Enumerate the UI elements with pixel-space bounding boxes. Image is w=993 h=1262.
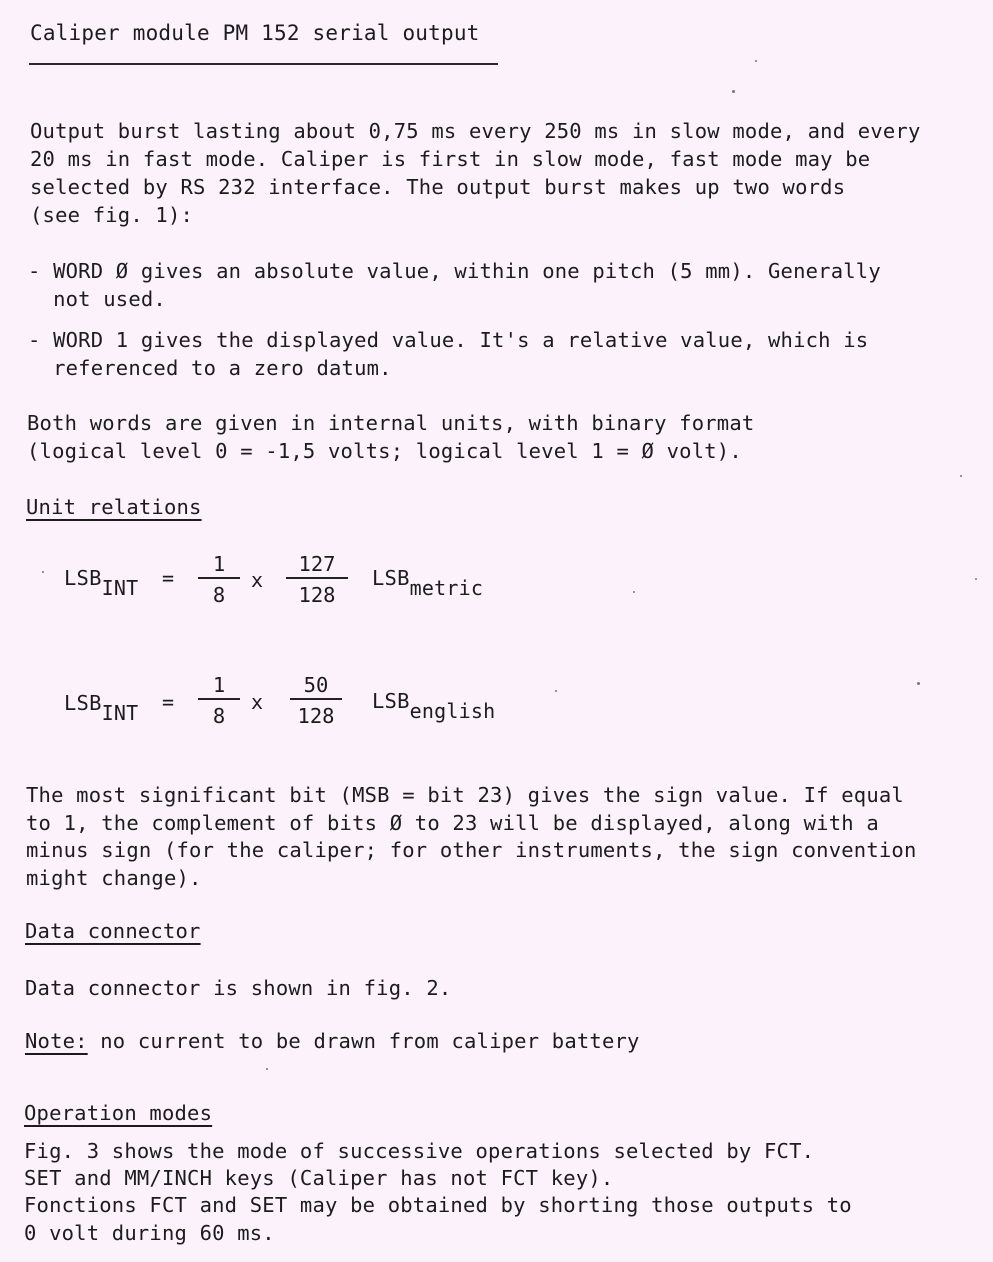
msb-line-1: The most significant bit (MSB = bit 23) gives the sign value. If equal bbox=[26, 783, 904, 807]
data-connector-heading: Data connector bbox=[25, 919, 201, 943]
scan-speck bbox=[755, 60, 757, 62]
scan-speck bbox=[633, 591, 635, 593]
operation-modes-line-4: 0 volt during 60 ms. bbox=[24, 1221, 275, 1245]
intro-line-3: selected by RS 232 interface. The output burst makes up two words bbox=[30, 175, 846, 199]
bullet-word1-line-2: referenced to a zero datum. bbox=[28, 356, 392, 380]
eq1-rhs: LSBmetric bbox=[372, 566, 484, 600]
bullet-word0-line-2: not used. bbox=[28, 287, 166, 311]
intro-line-2: 20 ms in fast mode. Caliper is first in slow mode, fast mode may be bbox=[30, 147, 871, 171]
scan-speck bbox=[917, 682, 920, 685]
operation-modes-line-2: SET and MM/INCH keys (Caliper has not FCT key). bbox=[24, 1166, 614, 1190]
eq1-times: x bbox=[251, 568, 264, 592]
title-underline bbox=[29, 63, 498, 65]
msb-line-4: might change). bbox=[26, 866, 202, 890]
scan-speck bbox=[266, 1068, 268, 1070]
eq2-equals: = bbox=[162, 690, 175, 714]
scan-speck bbox=[975, 578, 977, 580]
eq2-fraction-2: 50 128 bbox=[290, 673, 342, 728]
scan-speck bbox=[732, 90, 735, 93]
both-words-line-2: (logical level 0 = -1,5 volts; logical level 1 = Ø volt). bbox=[27, 439, 742, 463]
eq2-rhs: LSBenglish bbox=[372, 689, 496, 723]
operation-modes-line-1: Fig. 3 shows the mode of successive operations selected by FCT. bbox=[24, 1139, 815, 1163]
msb-line-3: minus sign (for the caliper; for other instruments, the sign convention bbox=[26, 838, 917, 862]
msb-line-2: to 1, the complement of bits Ø to 23 will be displayed, along with a bbox=[26, 811, 879, 835]
eq2-times: x bbox=[251, 690, 264, 714]
unit-relations-heading: Unit relations bbox=[26, 495, 202, 519]
eq1-equals: = bbox=[162, 566, 175, 590]
intro-line-1: Output burst lasting about 0,75 ms every 250 ms in slow mode, and every bbox=[30, 119, 921, 143]
operation-modes-heading: Operation modes bbox=[24, 1101, 213, 1125]
note-text: no current to be drawn from caliper battery bbox=[87, 1029, 640, 1053]
bullet-word0-line-1: - WORD Ø gives an absolute value, within one pitch (5 mm). Generally bbox=[28, 259, 881, 283]
eq2-lhs: LSBINT bbox=[64, 691, 139, 725]
scan-speck bbox=[42, 571, 44, 573]
document-title: Caliper module PM 152 serial output bbox=[30, 21, 480, 45]
eq1-fraction-1: 1 8 bbox=[198, 552, 240, 607]
scan-speck bbox=[555, 690, 557, 692]
eq2-fraction-1: 1 8 bbox=[198, 673, 240, 728]
note-line bbox=[25, 1028, 640, 1055]
both-words-line-1: Both words are given in internal units, with binary format bbox=[27, 411, 755, 435]
operation-modes-line-3: Fonctions FCT and SET may be obtained by shorting those outputs to bbox=[24, 1193, 852, 1217]
note-label: Note: bbox=[25, 1029, 88, 1053]
data-connector-text: Data connector is shown in fig. 2. bbox=[25, 976, 452, 1000]
eq1-fraction-2: 127 128 bbox=[286, 552, 348, 607]
eq1-lhs: LSBINT bbox=[64, 566, 139, 600]
bullet-word1-line-1: - WORD 1 gives the displayed value. It's a relative value, which is bbox=[28, 328, 869, 352]
intro-line-4: (see fig. 1): bbox=[30, 203, 194, 227]
scan-speck bbox=[960, 475, 962, 477]
